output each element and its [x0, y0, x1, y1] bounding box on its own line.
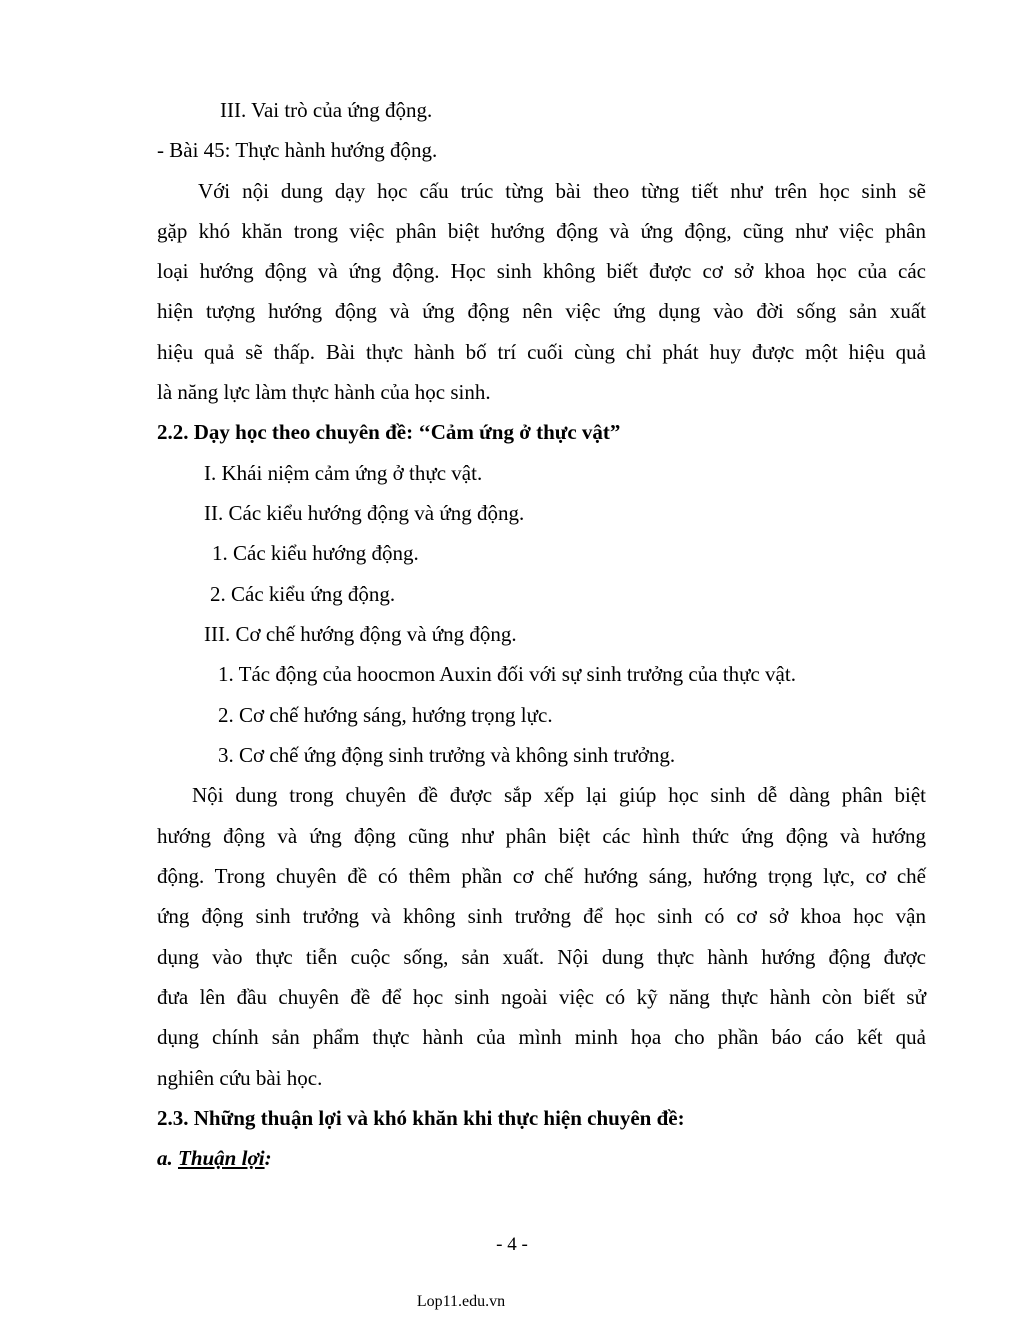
paragraph-line: dụng vào thực tiễn cuộc sống, sản xuất. Nội dung thực hành hướng động được	[157, 945, 926, 969]
subheading-title: Thuận lợi	[178, 1146, 265, 1170]
paragraph-line: loại hướng động và ứng động. Học sinh không biết được cơ sở khoa học của các	[157, 259, 926, 283]
paragraph-line: ứng động sinh trưởng và không sinh trưởng để học sinh có cơ sở khoa học vận	[157, 904, 926, 928]
paragraph-line: Với nội dung dạy học cấu trúc từng bài theo từng tiết như trên học sinh sẽ	[198, 179, 926, 203]
outline-item: 1. Các kiểu hướng động.	[212, 541, 419, 565]
subheading-prefix: a.	[157, 1146, 178, 1170]
paragraph-line: là năng lực làm thực hành của học sinh.	[157, 380, 491, 404]
lesson-45-line: - Bài 45: Thực hành hướng động.	[157, 138, 438, 162]
paragraph-line: động. Trong chuyên đề có thêm phần cơ chế hướng sáng, hướng trọng lực, cơ chế	[157, 864, 926, 888]
section-heading-2-3: 2.3. Những thuận lợi và khó khăn khi thực hiện chuyên đề:	[157, 1106, 685, 1130]
paragraph-line: nghiên cứu bài học.	[157, 1066, 323, 1090]
paragraph-line: dụng chính sản phẩm thực hành của mình minh họa cho phần báo cáo kết quả	[157, 1025, 926, 1049]
outline-item-role-of-nastic: III. Vai trò của ứng động.	[220, 98, 433, 122]
page-number: - 4 -	[496, 1234, 528, 1255]
paragraph-line: đưa lên đầu chuyên đề để học sinh ngoài việc có kỹ năng thực hành còn biết sử	[157, 985, 926, 1009]
paragraph-line: gặp khó khăn trong việc phân biệt hướng động và ứng động, cũng như việc phân	[157, 219, 926, 243]
outline-item: 2. Cơ chế hướng sáng, hướng trọng lực.	[218, 703, 553, 727]
section-heading-2-2: 2.2. Dạy học theo chuyên đề: ‘‘Cảm ứng ở thực vật”	[157, 420, 621, 444]
footer-website: Lop11.edu.vn	[416, 1293, 506, 1310]
subheading-advantages	[157, 1145, 272, 1171]
outline-item: III. Cơ chế hướng động và ứng động.	[204, 622, 517, 646]
paragraph-line: hướng động và ứng động cũng như phân biệt các hình thức ứng động và hướng	[157, 824, 926, 848]
paragraph-line: hiệu quả sẽ thấp. Bài thực hành bố trí cuối cùng chỉ phát huy được một hiệu quả	[157, 340, 926, 364]
subheading-suffix: :	[264, 1146, 272, 1170]
outline-item: 2. Các kiểu ứng động.	[210, 582, 396, 606]
outline-item: I. Khái niệm cảm ứng ở thực vật.	[204, 461, 483, 485]
outline-item: 1. Tác động của hoocmon Auxin đối với sự sinh trưởng của thực vật.	[218, 662, 796, 686]
paragraph-line: Nội dung trong chuyên đề được sắp xếp lại giúp học sinh dễ dàng phân biệt	[192, 783, 926, 807]
outline-item: 3. Cơ chế ứng động sinh trưởng và không sinh trưởng.	[218, 743, 676, 767]
paragraph-line: hiện tượng hướng động và ứng động nên việc ứng dụng vào đời sống sản xuất	[157, 299, 926, 323]
outline-item: II. Các kiểu hướng động và ứng động.	[204, 501, 525, 525]
